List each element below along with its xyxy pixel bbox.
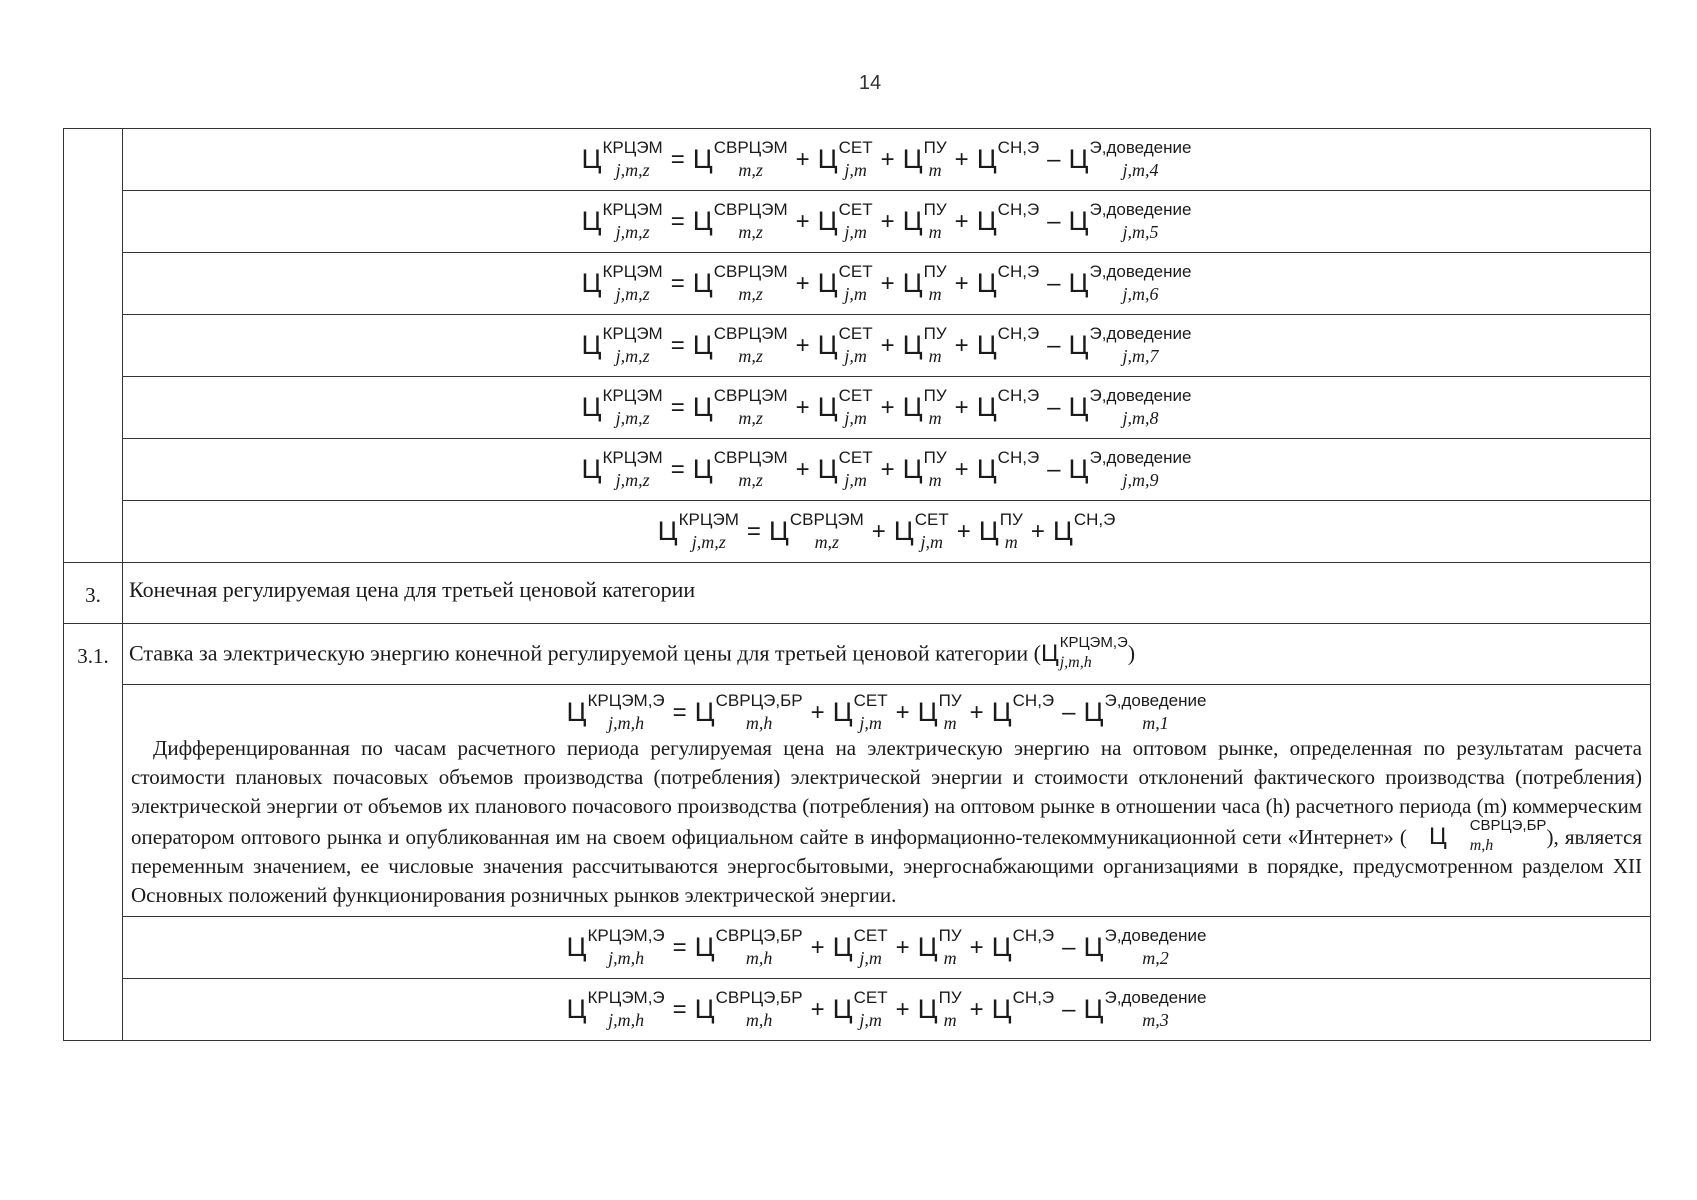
symbol: Ц СЕТ j,m — [832, 926, 888, 968]
table-row — [64, 979, 1651, 1041]
operator: + — [895, 698, 910, 726]
operator: – — [1047, 393, 1061, 421]
symbol: Ц ПУ m — [902, 200, 947, 242]
operator: + — [954, 455, 969, 483]
operator: + — [954, 145, 969, 173]
symbol: Ц СВРЦЭ,БР m,h — [694, 691, 803, 733]
table-row — [64, 685, 1651, 917]
page-number: 14 — [858, 72, 882, 94]
operator: + — [810, 698, 825, 726]
row-number-cell — [64, 129, 123, 563]
operator: + — [954, 331, 969, 359]
operator: = — [670, 393, 685, 421]
operator: = — [672, 995, 687, 1023]
symbol: Ц Э,доведение j,m,5 — [1068, 200, 1192, 242]
operator: + — [880, 393, 895, 421]
table-row — [64, 917, 1651, 979]
table-row — [64, 501, 1651, 563]
symbol: Ц КРЦЭМ,Э j,m,h — [566, 926, 665, 968]
formula — [581, 200, 1192, 242]
operator: + — [880, 207, 895, 235]
symbol: Ц Э,доведение m,2 — [1083, 926, 1207, 968]
formula-cell — [123, 129, 1651, 191]
formula-cell — [123, 315, 1651, 377]
symbol: Ц КРЦЭМ j,m,z — [581, 324, 663, 366]
formula — [581, 262, 1192, 304]
operator: = — [672, 933, 687, 961]
symbol: Ц ПУ m — [902, 138, 947, 180]
symbol: Ц СН,Э — [991, 926, 1055, 962]
formula-cell — [123, 979, 1651, 1041]
formula-cell — [123, 917, 1651, 979]
row-number-cell — [64, 563, 123, 624]
formula — [581, 386, 1192, 428]
formula — [581, 324, 1192, 366]
operator: + — [871, 517, 886, 545]
operator: – — [1062, 698, 1076, 726]
symbol: Ц ПУ m — [902, 386, 947, 428]
operator: – — [1062, 933, 1076, 961]
formula-cell — [123, 377, 1651, 439]
formula-and-description-cell — [123, 685, 1651, 917]
operator: + — [810, 933, 825, 961]
price-formula-table — [63, 128, 1651, 1041]
operator: + — [880, 145, 895, 173]
section-number: 3.1. — [77, 644, 109, 668]
operator: = — [670, 331, 685, 359]
operator: – — [1047, 455, 1061, 483]
formula-cell — [123, 439, 1651, 501]
symbol: Ц СЕТ j,m — [817, 386, 873, 428]
symbol: Ц КРЦЭМ,Э j,m,h — [566, 988, 665, 1030]
formula-cell — [123, 501, 1651, 563]
symbol: Ц СВРЦЭ,БР m,h — [1428, 817, 1547, 854]
symbol: Ц СН,Э — [976, 200, 1040, 236]
operator: = — [746, 517, 761, 545]
symbol: Ц СН,Э — [991, 691, 1055, 727]
operator: + — [895, 995, 910, 1023]
row-number-cell — [64, 624, 123, 1041]
symbol: Ц СЕТ j,m — [832, 691, 888, 733]
symbol: Ц КРЦЭМ j,m,z — [581, 262, 663, 304]
formula — [566, 691, 1207, 733]
operator: + — [969, 995, 984, 1023]
symbol: Ц КРЦЭМ j,m,z — [581, 138, 663, 180]
formula — [581, 138, 1192, 180]
symbol: Ц КРЦЭМ j,m,z — [581, 200, 663, 242]
symbol: Ц СН,Э — [976, 138, 1040, 174]
operator: = — [670, 207, 685, 235]
symbol: Ц СЕТ j,m — [817, 448, 873, 490]
symbol: Ц СВРЦЭМ m,z — [768, 510, 864, 552]
symbol: Ц ПУ m — [902, 324, 947, 366]
subsection-title: Ставка за электрическую энергию конечной регулируемой цены для третьей ценовой категории ( Ц КРЦЭМ,Э j,m,h ) — [123, 624, 1651, 685]
table-row — [64, 253, 1651, 315]
symbol: Ц Э,доведение j,m,6 — [1068, 262, 1192, 304]
symbol: Ц СЕТ j,m — [817, 262, 873, 304]
operator: = — [670, 269, 685, 297]
table-row — [64, 563, 1651, 624]
section-title: Конечная регулируемая цена для третьей ценовой категории — [123, 563, 1651, 624]
symbol: Ц СН,Э — [1052, 510, 1116, 546]
symbol: Ц ПУ m — [902, 448, 947, 490]
operator: + — [895, 933, 910, 961]
symbol: Ц КРЦЭМ j,m,z — [657, 510, 739, 552]
operator: + — [1030, 517, 1045, 545]
symbol: Ц СЕТ j,m — [817, 324, 873, 366]
operator: + — [795, 145, 810, 173]
operator: + — [954, 393, 969, 421]
symbol: Ц СВРЦЭ,БР m,h — [694, 988, 803, 1030]
symbol: Ц Э,доведение m,1 — [1083, 691, 1207, 733]
operator: + — [795, 269, 810, 297]
operator: – — [1047, 331, 1061, 359]
operator: + — [954, 269, 969, 297]
formula — [566, 926, 1207, 968]
symbol: Ц КРЦЭМ j,m,z — [581, 448, 663, 490]
symbol: Ц СВРЦЭМ m,z — [692, 262, 788, 304]
symbol: Ц Э,доведение j,m,8 — [1068, 386, 1192, 428]
operator: + — [795, 455, 810, 483]
formula-cell — [123, 253, 1651, 315]
table-row — [64, 439, 1651, 501]
operator: + — [969, 933, 984, 961]
symbol: Ц СН,Э — [991, 988, 1055, 1024]
operator: – — [1047, 207, 1061, 235]
description-paragraph: Дифференцированная по часам расчетного периода регулируемая цена на электрическую энергию на оптовом рынке, определенная по результатам расчета стоимости плановых почасовых объемов производства (потребления) электрической энергии и стоимости отклонений фактического производства (потребления) электрической энергии от объемов их планового почасового производства (потребления) на оптовом рынке в отношении часа (h) расчетного периода (m) коммерческим оператором оптового рынка и опубликованная им на своем официальном сайте в информационно-телекоммуникационной сети «Интернет» ( Ц СВРЦЭ,БР m,h ), является переменным значением, ее числовые значения рассчитываются энергосбытовыми, энергоснабжающими организациями в порядке, предусмотренном разделом XII Основных положений функционирования розничных рынков электрической энергии. — [131, 736, 1643, 907]
section-number: 3. — [85, 583, 101, 607]
operator: + — [795, 207, 810, 235]
symbol: Ц СН,Э — [976, 262, 1040, 298]
symbol: Ц СН,Э — [976, 448, 1040, 484]
symbol: Ц СВРЦЭ,БР m,h — [694, 926, 803, 968]
symbol: Ц СЕТ j,m — [893, 510, 949, 552]
operator: – — [1062, 995, 1076, 1023]
symbol: Ц СВРЦЭМ m,z — [692, 324, 788, 366]
formula — [657, 510, 1116, 552]
symbol: Ц ПУ m — [917, 926, 962, 968]
symbol: Ц Э,доведение j,m,4 — [1068, 138, 1192, 180]
symbol: Ц Э,доведение j,m,9 — [1068, 448, 1192, 490]
operator: – — [1047, 145, 1061, 173]
symbol: Ц СВРЦЭМ m,z — [692, 448, 788, 490]
formula — [566, 988, 1207, 1030]
table-row — [64, 624, 1651, 685]
operator: = — [670, 145, 685, 173]
operator: + — [880, 331, 895, 359]
symbol: Ц СВРЦЭМ m,z — [692, 138, 788, 180]
formula — [581, 448, 1192, 490]
operator: + — [880, 455, 895, 483]
operator: + — [880, 269, 895, 297]
formula-cell — [123, 191, 1651, 253]
symbol: Ц СВРЦЭМ m,z — [692, 200, 788, 242]
symbol: Ц СЕТ j,m — [832, 988, 888, 1030]
operator: + — [969, 698, 984, 726]
symbol: Ц СЕТ j,m — [817, 200, 873, 242]
operator: + — [954, 207, 969, 235]
symbol: Ц ПУ m — [978, 510, 1023, 552]
symbol: Ц КРЦЭМ,Э j,m,h — [1040, 634, 1128, 671]
symbol: Ц СН,Э — [976, 324, 1040, 360]
table-row — [64, 315, 1651, 377]
operator: + — [795, 331, 810, 359]
operator: = — [670, 455, 685, 483]
symbol: Ц КРЦЭМ,Э j,m,h — [566, 691, 665, 733]
symbol: Ц СЕТ j,m — [817, 138, 873, 180]
operator: + — [810, 995, 825, 1023]
symbol: Ц ПУ m — [902, 262, 947, 304]
symbol: Ц СН,Э — [976, 386, 1040, 422]
symbol: Ц СВРЦЭМ m,z — [692, 386, 788, 428]
operator: – — [1047, 269, 1061, 297]
table-row — [64, 129, 1651, 191]
symbol: Ц Э,доведение m,3 — [1083, 988, 1207, 1030]
symbol: Ц Э,доведение j,m,7 — [1068, 324, 1192, 366]
table-row — [64, 377, 1651, 439]
operator: + — [956, 517, 971, 545]
symbol: Ц ПУ m — [917, 988, 962, 1030]
operator: = — [672, 698, 687, 726]
symbol: Ц КРЦЭМ j,m,z — [581, 386, 663, 428]
table-row — [64, 191, 1651, 253]
operator: + — [795, 393, 810, 421]
symbol: Ц ПУ m — [917, 691, 962, 733]
